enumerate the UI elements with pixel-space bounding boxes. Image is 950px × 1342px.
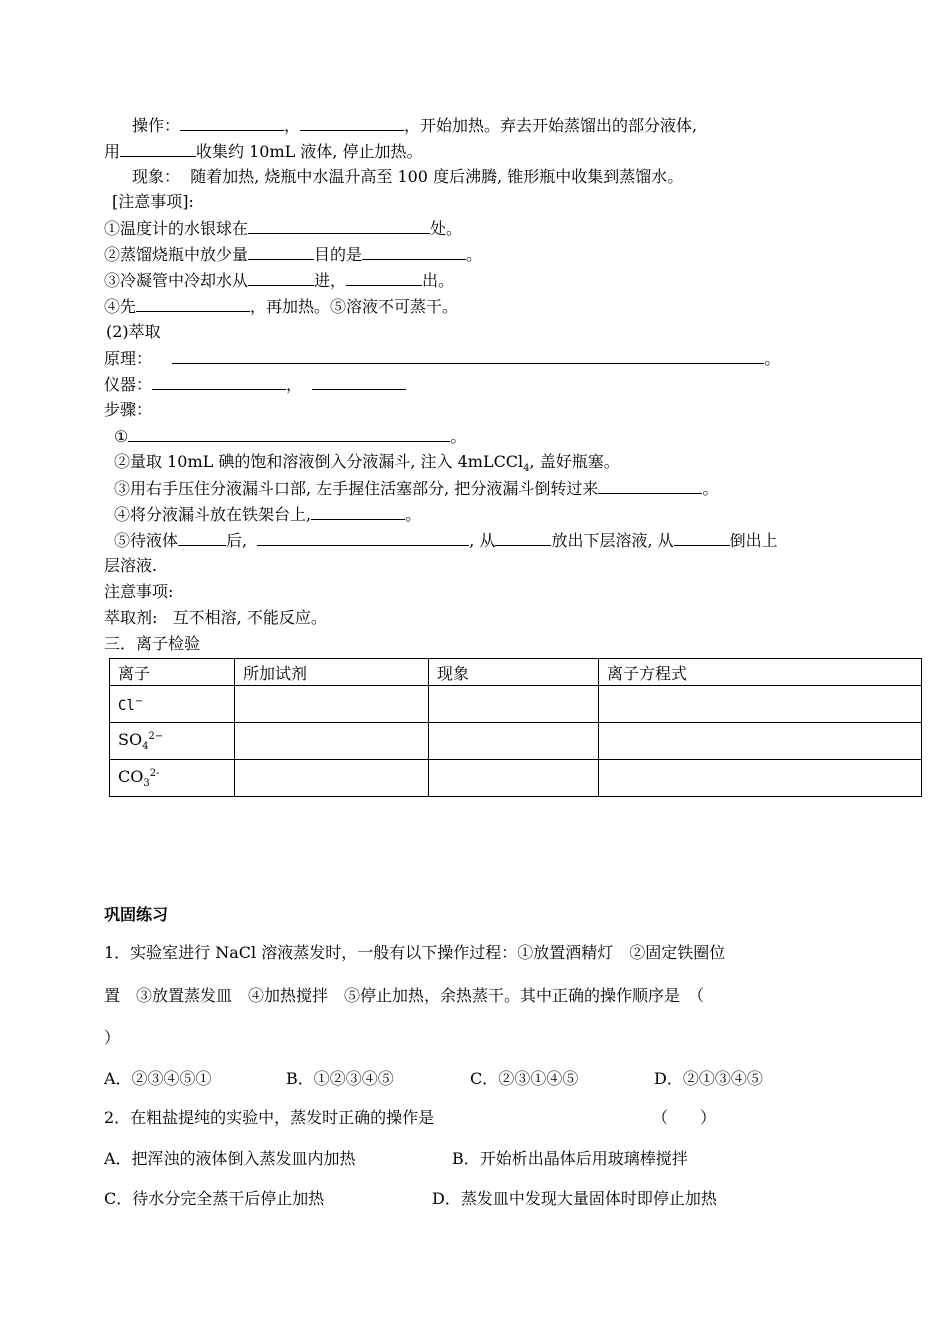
blank xyxy=(180,115,284,131)
header-ion: 离子 xyxy=(110,659,235,686)
equation-cell xyxy=(599,723,922,760)
blank xyxy=(312,374,406,390)
extract-steps-label: 步骤： xyxy=(104,400,153,419)
extract-apparatus: 仪器： ， xyxy=(104,374,406,395)
extract-title: (2)萃取 xyxy=(106,322,161,341)
q2-option-d: D．蒸发皿中发现大量固体时即停止加热 xyxy=(432,1189,717,1208)
q1-option-b: B．①②③④⑤ xyxy=(286,1069,394,1088)
blank xyxy=(152,374,286,390)
q1-option-a: A．②③④⑤① xyxy=(104,1069,212,1088)
q1-option-c: C．②③①④⑤ xyxy=(470,1069,579,1088)
q1-line-2: 置 ③放置蒸发皿 ④加热搅拌 ⑤停止加热，余热蒸干。其中正确的操作顺序是 （ xyxy=(104,986,705,1005)
reagent-cell xyxy=(235,686,429,723)
ion-cell: $SO_4^{2-}$ xyxy=(110,723,235,760)
ion-section-title: 三．离子检验 xyxy=(104,634,201,653)
extract-step-1: ① 。 xyxy=(114,427,467,446)
blank xyxy=(311,504,405,520)
table-row xyxy=(110,723,922,760)
blank xyxy=(495,530,551,546)
blank xyxy=(362,244,466,260)
table-header-row xyxy=(110,659,922,686)
blank xyxy=(598,478,702,494)
blank xyxy=(257,530,469,546)
extract-notes-label: 注意事项: xyxy=(104,582,174,601)
q1-option-d: D．②①③④⑤ xyxy=(654,1069,763,1088)
q1-line-1: 1．实验室进行 NaCl 溶液蒸发时，一般有以下操作过程：①放置酒精灯 ②固定铁圈位 xyxy=(104,943,726,962)
distill-note-4: ④先 ，再加热。⑤溶液不可蒸干。 xyxy=(104,297,459,316)
q2-option-c: C．待水分完全蒸干后停止加热 xyxy=(104,1189,325,1208)
phenomenon-cell xyxy=(429,686,599,723)
q1-line-3: ） xyxy=(104,1028,121,1047)
blank xyxy=(178,530,226,546)
q2-answer-paren: （ ） xyxy=(652,1108,717,1127)
phenomenon-cell xyxy=(429,760,599,797)
reagent-cell xyxy=(235,723,429,760)
header-equation: 离子方程式 xyxy=(599,659,922,686)
blank xyxy=(136,296,250,312)
distill-phenomenon-line: 现象： 随着加热, 烧瓶中水温升高至 100 度后沸腾, 锥形瓶中收集到蒸馏水。 xyxy=(132,167,684,186)
ion-test-table xyxy=(109,658,922,797)
equation-cell xyxy=(599,760,922,797)
ion-cell: Cl− xyxy=(110,686,235,723)
distill-note-1: ①温度计的水银球在 处。 xyxy=(104,219,463,238)
phenomenon-cell xyxy=(429,723,599,760)
q2-stem: 2．在粗盐提纯的实验中，蒸发时正确的操作是 xyxy=(104,1108,435,1127)
blank xyxy=(248,244,314,260)
blank xyxy=(300,115,404,131)
blank xyxy=(346,270,422,286)
equation-cell xyxy=(599,686,922,723)
extract-step-3: ③用右手压住分液漏斗口部, 左手握住活塞部分, 把分液漏斗倒转过来 。 xyxy=(114,479,719,498)
extract-step-5: ⑤待液体 后, , 从 放出下层溶液, 从 倒出上 xyxy=(114,531,778,550)
extract-step-2: ②量取 10mL 碘的饱和溶液倒入分液漏斗, 注入 4mLCCl$_4$, 盖好瓶塞。 xyxy=(114,452,620,475)
blank xyxy=(128,426,450,442)
table-row xyxy=(110,760,922,797)
blank xyxy=(248,270,314,286)
extract-step-4: ④将分液漏斗放在铁架台上, 。 xyxy=(114,505,422,524)
distill-collect-line: 用 收集约 10mL 液体, 停止加热。 xyxy=(104,142,423,161)
blank xyxy=(172,348,764,364)
reagent-cell xyxy=(235,760,429,797)
table-row xyxy=(110,686,922,723)
extract-step-5-cont: 层溶液. xyxy=(104,556,158,575)
blank xyxy=(248,218,430,234)
extract-solvent: 萃取剂: 互不相溶, 不能反应。 xyxy=(104,608,327,627)
extract-principle: 原理： 。 xyxy=(104,349,781,368)
distill-operation-line: 操作： ， ，开始加热。弃去开始蒸馏出的部分液体, xyxy=(132,116,698,135)
blank xyxy=(120,141,196,157)
q2-option-a: A．把浑浊的液体倒入蒸发皿内加热 xyxy=(104,1149,356,1168)
q2-option-b: B．开始析出晶体后用玻璃棒搅拌 xyxy=(452,1149,688,1168)
distill-note-3: ③冷凝管中冷却水从 进， 出。 xyxy=(104,271,455,290)
header-reagent: 所加试剂 xyxy=(235,659,429,686)
blank xyxy=(674,530,730,546)
header-phenomenon: 现象 xyxy=(429,659,599,686)
ion-cell: $CO_3^{2-}$ xyxy=(110,760,235,797)
distill-note-2: ②蒸馏烧瓶中放少量 目的是 。 xyxy=(104,245,483,264)
practice-title: 巩固练习 xyxy=(104,905,169,924)
distill-notes-title: [注意事项]: xyxy=(112,192,194,211)
